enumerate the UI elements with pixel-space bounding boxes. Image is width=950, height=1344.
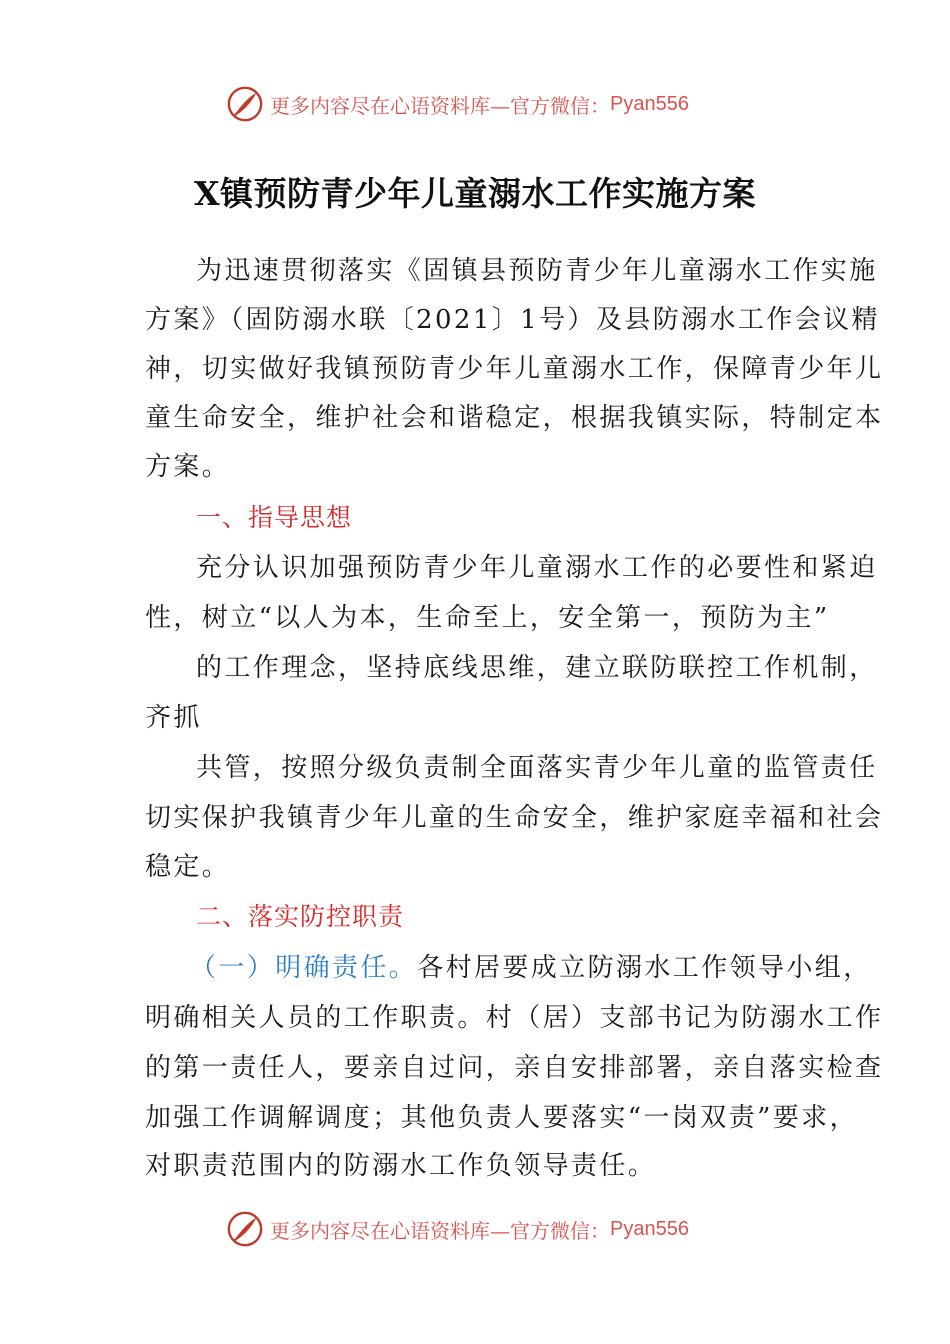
section2-line: 的第一责任人，要亲自过问，亲自安排部署，亲自落实检查 xyxy=(145,1053,884,1083)
watermark-text: 更多内容尽在心语资料库—官方微信： xyxy=(270,93,610,118)
section1-line: 共管，按照分级负责制全面落实青少年儿童的监管责任 xyxy=(196,753,878,783)
section2-line: 明确相关人员的工作职责。村（居）支部书记为防溺水工作 xyxy=(145,1003,884,1033)
section2-line: 加强工作调解调度；其他负责人要落实“一岗双责”要求， xyxy=(145,1103,858,1133)
section1-line: 稳定。 xyxy=(145,852,231,882)
section1-line: 性，树立“以人为本，生命至上，安全第一，预防为主” xyxy=(145,603,830,633)
quill-pen-logo-icon xyxy=(226,85,264,123)
section1-line: 的工作理念，坚持底线思维，建立联防联控工作机制， xyxy=(196,653,878,683)
watermark-wechat-id: Pyan556 xyxy=(610,92,689,115)
intro-line: 童生命安全，维护社会和谐稳定，根据我镇实际，特制定本 xyxy=(145,403,884,433)
intro-line: 方案》（固防溺水联〔2021〕1号）及县防溺水工作会议精 xyxy=(145,305,880,335)
watermark-text: 更多内容尽在心语资料库—官方微信： xyxy=(270,1218,610,1243)
watermark-wechat-id: Pyan556 xyxy=(610,1217,689,1240)
subsection-label-clarify-responsibility: （一）明确责任。 xyxy=(190,953,418,983)
intro-line: 为迅速贯彻落实《固镇县预防青少年儿童溺水工作实施 xyxy=(196,256,878,286)
section2-item1-first-line xyxy=(190,950,870,986)
document-title: X镇预防青少年儿童溺水工作实施方案 xyxy=(193,174,757,213)
section1-line: 齐抓 xyxy=(145,703,202,733)
section-heading-guiding-ideology: 一、指导思想 xyxy=(196,503,353,532)
quill-pen-logo-icon xyxy=(226,1210,264,1248)
section2-item1-text: 各村居要成立防溺水工作领导小组， xyxy=(417,953,872,983)
intro-line: 方案。 xyxy=(145,452,231,482)
footer-watermark xyxy=(226,1209,689,1249)
section1-line: 切实保护我镇青少年儿童的生命安全，维护家庭幸福和社会 xyxy=(145,803,884,833)
section1-line: 充分认识加强预防青少年儿童溺水工作的必要性和紧迫 xyxy=(196,553,878,583)
section-heading-responsibilities: 二、落实防控职责 xyxy=(196,902,405,931)
intro-line: 神，切实做好我镇预防青少年儿童溺水工作，保障青少年儿 xyxy=(145,354,884,384)
header-watermark xyxy=(226,84,689,124)
section2-line: 对职责范围内的防溺水工作负领导责任。 xyxy=(145,1151,657,1181)
